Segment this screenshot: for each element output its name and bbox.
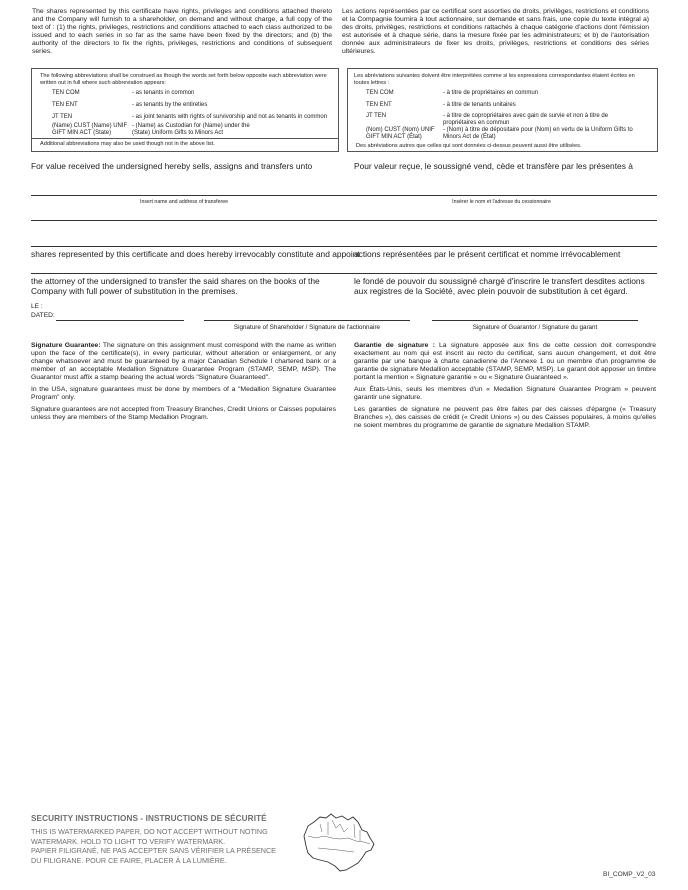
security-line-en-2: WATERMARK. HOLD TO LIGHT TO VERIFY WATERMARK. <box>31 836 226 846</box>
abbrev-key: TEN ENT <box>366 102 392 108</box>
guarantee-en-body: The signature on this assignment must correspond with the name as written upon the face of the certificate(s), in every particular, without alteration or enlargement, or any change whatsoever and must be guaranteed by a major Canadian Schedule I chartered bank or a member of an acceptable Medallion Signature Guarantee Program (STAMP, SEMP, MSP). The Guarantor must affix a stamp bearing the actual words "Signature Guaranteed". <box>31 342 336 381</box>
guarantee-fr-body: La signature apposée aux fins de cette cession doit correspondre exactement au nom qui est inscrit au recto du certificat, sans aucun changement, et doit être garantie par une banque à charte canadienne de l'Annexe 1 ou un membre d'un programme de garantie de signature Medallion acceptable (STAMP, SEMP, MSP). Le garant doit apposer un timbre portant la mention « Signature garantie » ou « Signature Guaranteed ». <box>354 342 656 381</box>
abbrev-desc: - as joint tenants with rights of survivorship and not as tenants in common <box>132 114 328 120</box>
abbrev-header-fr: Les abréviations suivantes doivent être interprétées comme si les expressions correspondantes étaient écrites en toutes lettres : <box>354 73 635 86</box>
guarantee-en-p1 <box>31 342 336 382</box>
guarantor-signature-caption: Signature of Guarantor / Signature du garant <box>472 324 598 331</box>
abbrev-key: (Nom) CUST (Nom) UNIF GIFT MIN ACT (État) <box>366 127 435 140</box>
transferee-caption-en: Insert name and address of transferee <box>140 199 228 205</box>
guarantee-en-p2: In the USA, signature guarantees must be done by members of a "Medallion Signature Guarantee Program" only. <box>31 386 336 401</box>
abbrev-desc: - (Name) as Custodian for (Name) under the (State) Uniform Gifts to Minors Act <box>132 123 250 136</box>
guarantee-fr-p2: Aux États-Unis, seuls les membres d'un « Medallion Signature Guarantee Program » peuvent garantir une signature. <box>354 386 656 401</box>
shares-count-line[interactable] <box>31 246 657 247</box>
abbrev-header-en: The following abbreviations shall be construed as though the words set forth below opposite each abbreviation were written out in full where such abbreviation appears: <box>40 73 327 86</box>
abbreviations-box-french <box>347 68 658 152</box>
abbrev-divider <box>32 138 338 139</box>
guarantee-en-p3: Signature guarantees are not accepted from Treasury Branches, Credit Unions or Caisses populaires unless they are members of the Stamp Medallion Program. <box>31 406 336 421</box>
shares-text-en: shares represented by this certificate and does hereby irrevocably constitute and appoint <box>31 249 360 259</box>
le-label: LE : <box>31 303 43 310</box>
guarantee-french <box>354 342 656 430</box>
abbrev-key: JT TEN <box>366 113 387 119</box>
date-line[interactable] <box>56 320 184 321</box>
north-america-map-icon <box>298 808 380 878</box>
form-code: BI_COMP_V2_03 <box>603 871 656 878</box>
guarantee-en-title: Signature Guarantee: <box>31 342 101 349</box>
abbrev-key: TEN COM <box>52 90 80 96</box>
security-line-fr-2: DU FILIGRANE. POUR CE FAIRE, PLACER À LA LUMIÈRE. <box>31 855 227 865</box>
address-line[interactable] <box>31 220 657 221</box>
abbrev-desc: - à titre de propriétaires en commun <box>443 90 539 96</box>
abbreviations-box-english <box>31 68 339 152</box>
attorney-line[interactable] <box>31 273 657 274</box>
security-title: SECURITY INSTRUCTIONS - INSTRUCTIONS DE SÉCURITÉ <box>31 814 267 823</box>
shares-text-fr: actions représentées par le présent certificat et nomme irrévocablement <box>354 249 621 259</box>
abbrev-key: TEN ENT <box>52 102 78 108</box>
guarantee-fr-p3: Les garanties de signature ne peuvent pas être faites par des caisses d'épargne (« Treasury Branches »), des caisses de crédit (« Credit Unions ») ou des Caisses populaires, à moins qu'elles ne soient membres du programme de garantie de signature Medallion STAMP. <box>354 406 656 429</box>
security-text <box>31 827 276 865</box>
security-line-en-1: THIS IS WATERMARKED PAPER, DO NOT ACCEPT WITHOUT NOTING <box>31 827 268 836</box>
abbrev-footer-fr: Des abréviations autres que celles qui sont données ci-dessus peuvent aussi être utilisées. <box>356 143 582 149</box>
shareholder-signature-line[interactable] <box>204 320 410 321</box>
dated-label: DATED: <box>31 312 55 319</box>
shareholder-signature-caption: Signature of Shareholder / Signature de l'actionnaire <box>233 324 381 331</box>
transfer-text-fr: Pour valeur reçue, le soussigné vend, cède et transfère par les présentes à <box>354 161 633 171</box>
abbrev-desc: - as tenants by the entireties <box>132 102 208 108</box>
guarantor-signature-line[interactable] <box>432 320 638 321</box>
transferee-caption-fr: Insérer le nom et l'adresse du cessionnaire <box>452 199 551 205</box>
transferee-line[interactable] <box>31 195 657 196</box>
abbrev-desc: - as tenants in common <box>132 90 195 96</box>
guarantee-english <box>31 342 336 422</box>
security-line-fr-1: PAPIER FILIGRANÉ, NE PAS ACCEPTER SANS VÉRIFIER LA PRÉSENCE <box>31 846 276 856</box>
abbrev-desc: - à titre de copropriétaires avec gain de survie et non à titre de propriétaires en commun <box>443 113 609 126</box>
abbrev-desc: - à titre de tenants unitaires <box>443 102 516 108</box>
abbrev-footer-en: Additional abbreviations may also be used though not in the above list. <box>40 141 215 147</box>
intro-french: Les actions représentées par ce certificat sont assorties de droits, privilèges, restrictions et conditions et la Compagnie fournira à tout actionnaire, sur demande et sans frais, une copie du texte intégral a) des droits, privilèges, restrictions et conditions rattachés à chaque catégorie d'actions dont l'émission est autorisée et à chaque série, dans la mesure fixée par les administrateurs; et b) de l'autorisation donnée aux administrateurs de fixer les droits, privilèges, restrictions et conditions des séries ultérieures. <box>342 8 649 55</box>
attorney-text-fr: le fondé de pouvoir du soussigné chargé d'inscrire le transfert desdites actions aux registres de la Société, avec plein pouvoir de substitution à cet égard. <box>354 276 645 296</box>
guarantee-fr-p1 <box>354 342 656 382</box>
intro-english: The shares represented by this certificate have rights, privileges and conditions attached thereto and the Company will furnish to a shareholder, on demand and without charge, a full copy of the text of : (1) the rights, privileges, restrictions and conditions attached to each class authorized to be issued and to each series in so far as the same have been fixed by the directors; and (b) the authority of the directors to fix the rights, privileges, restrictions and conditions of subsequent series. <box>32 8 332 55</box>
abbrev-key: TEN COM <box>366 90 394 96</box>
attorney-text-en: the attorney of the undersigned to transfer the said shares on the books of the Company with full power of substitution in the premises. <box>31 276 320 296</box>
guarantee-fr-title: Garantie de signature : <box>354 342 435 349</box>
abbrev-key: (Name) CUST (Name) UNIF GIFT MIN ACT (State) <box>52 123 128 136</box>
abbrev-key: JT TEN <box>52 114 73 120</box>
abbrev-desc: - (Nom) à titre de dépositaire pour (Nom) en vertu de la Uniform Gifts to Minors Act de (État) <box>443 127 633 140</box>
transfer-text-en: For value received the undersigned hereby sells, assigns and transfers unto <box>31 161 313 171</box>
